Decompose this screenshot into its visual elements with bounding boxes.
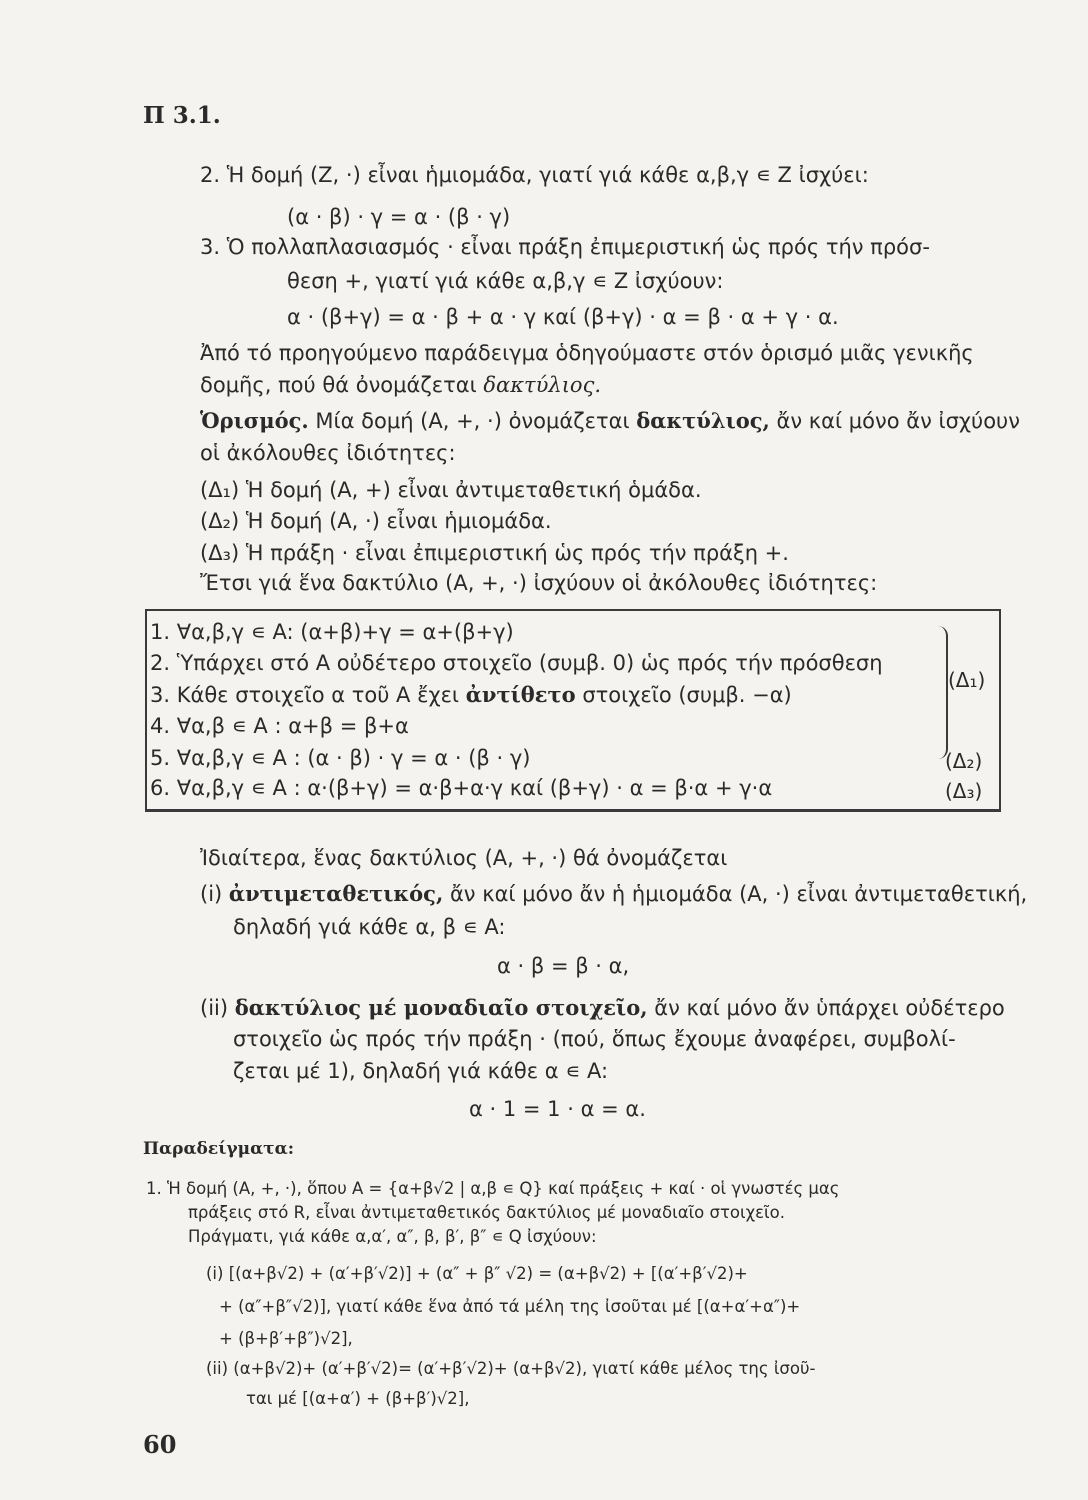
ring-term: δακτύλιος. xyxy=(483,373,602,397)
item-3-line-1: 3. Ὁ πολλαπλασιασμός · εἶναι πράξη ἐπιμεριστική ὡς πρός τήν πρόσ- xyxy=(200,235,930,259)
examples-heading: Παραδείγματα: xyxy=(143,1139,294,1159)
example-1-i-line-3: + (β+β′+β″)√2], xyxy=(219,1329,353,1348)
label-d3: (Δ₃) xyxy=(945,779,983,803)
special-ii-line-3: ζεται μέ 1), δηλαδή γιά κάθε α ∊ A: xyxy=(233,1059,609,1083)
special-ii-label: (ii) xyxy=(200,996,235,1020)
item-3-line-2: θεση +, γιατί γιά κάθε α,β,γ ∊ Z ἰσχύουν: xyxy=(287,269,724,293)
example-1-ii-line-2: ται μέ [(α+α′) + (β+β′)√2], xyxy=(246,1389,470,1408)
page-number: 60 xyxy=(143,1430,177,1459)
property-row-3-term: ἀντίθετο xyxy=(465,682,576,707)
special-i-label: (i) xyxy=(200,882,229,906)
special-intro: Ἰδιαίτερα, ἕνας δακτύλιος (A, +, ·) θά ὀνομάζεται xyxy=(200,846,728,870)
section-header: Π 3.1. xyxy=(143,102,221,129)
property-row-6: 6. ∀α,β,γ ∊ A : α·(β+γ) = α·β+α·γ καί (β+γ) · α = β·α + γ·α xyxy=(150,776,773,800)
special-i-line-1 xyxy=(200,881,1027,907)
property-row-4: 4. ∀α,β ∊ A : α+β = β+α xyxy=(150,714,409,738)
axiom-d3: (Δ₃) Ἡ πράξη · εἶναι ἐπιμεριστική ὡς πρός τήν πράξη +. xyxy=(200,541,789,565)
item-2-line-1: 2. Ἡ δομή (Z, ·) εἶναι ἡμιομάδα, γιατί γιά κάθε α,β,γ ∊ Z ἰσχύει: xyxy=(200,163,869,187)
definition-text-b: ἄν καί μόνο ἄν ἰσχύουν xyxy=(769,409,1020,433)
definition-term: δακτύλιος, xyxy=(636,408,770,433)
property-row-1: 1. ∀α,β,γ ∊ A: (α+β)+γ = α+(β+γ) xyxy=(150,620,514,644)
property-row-3-text: 3. Κάθε στοιχεῖο α τοῦ A ἔχει xyxy=(150,683,466,707)
item-3-formula: α · (β+γ) = α · β + α · γ καί (β+γ) · α = β · α + γ · α. xyxy=(287,305,839,329)
lead-line-1: Ἀπό τό προηγούμενο παράδειγμα ὁδηγούμαστε στόν ὁρισμό μιᾶς γενικῆς xyxy=(200,341,974,365)
example-1-line-2: πράξεις στό R, εἶναι ἀντιμεταθετικός δακτύλιος μέ μοναδιαῖο στοιχεῖο. xyxy=(188,1203,785,1222)
definition-line-2: οἱ ἀκόλουθες ἰδιότητες: xyxy=(200,441,456,465)
special-ii-text: ἄν καί μόνο ἄν ὑπάρχει οὐδέτερο xyxy=(647,996,1005,1020)
label-d1: (Δ₁) xyxy=(948,668,986,692)
property-row-5: 5. ∀α,β,γ ∊ A : (α · β) · γ = α · (β · γ) xyxy=(150,746,531,770)
label-d2: (Δ₂) xyxy=(945,749,983,773)
special-i-line-2: δηλαδή γιά κάθε α, β ∊ A: xyxy=(233,915,506,939)
commutative-formula: α · β = β · α, xyxy=(497,954,630,978)
item-2-formula: (α · β) · γ = α · (β · γ) xyxy=(287,205,511,229)
example-1-line-3: Πράγματι, γιά κάθε α,α′, α″, β, β′, β″ ∊ Q ἰσχύουν: xyxy=(188,1227,597,1246)
example-1-ii-line-1: (ii) (α+β√2)+ (α′+β′√2)= (α′+β′√2)+ (α+β√2), γιατί κάθε μέλος της ἰσοῦ- xyxy=(206,1359,816,1378)
special-i-text: ἄν καί μόνο ἄν ἡ ἡμιομάδα (A, ·) εἶναι ἀντιμεταθετική, xyxy=(443,882,1028,906)
property-row-3-end: στοιχεῖο (συμβ. −α) xyxy=(575,683,792,707)
unital-formula: α · 1 = 1 · α = α. xyxy=(469,1097,646,1121)
property-row-2: 2. Ὑπάρχει στό A οὐδέτερο στοιχεῖο (συμβ. 0) ὡς πρός τήν πρόσθεση xyxy=(150,651,883,675)
lead-text: δομῆς, πού θά ὀνομάζεται xyxy=(200,373,484,397)
example-1-line-1: 1. Ἡ δομή (A, +, ·), ὅπου A = {α+β√2 | α,β ∊ Q} καί πράξεις + καί · οἱ γνωστές μας xyxy=(146,1179,840,1198)
axiom-d1: (Δ₁) Ἡ δομή (A, +) εἶναι ἀντιμεταθετική ὁμάδα. xyxy=(200,478,702,502)
unital-term: δακτύλιος μέ μοναδιαῖο στοιχεῖο, xyxy=(234,995,648,1020)
commutative-term: ἀντιμεταθετικός, xyxy=(228,881,444,906)
property-row-3 xyxy=(150,682,792,708)
definition-line-1 xyxy=(200,408,1020,434)
definition-text-a: Μία δομή (A, +, ·) ὀνομάζεται xyxy=(308,409,637,433)
axiom-d2: (Δ₂) Ἡ δομή (A, ·) εἶναι ἡμιομάδα. xyxy=(200,509,552,533)
special-ii-line-2: στοιχεῖο ὡς πρός τήν πράξη · (πού, ὅπως ἔχουμε ἀναφέρει, συμβολί- xyxy=(233,1027,956,1051)
example-1-i-line-2: + (α″+β″√2)], γιατί κάθε ἕνα ἀπό τά μέλη της ἰσοῦται μέ [(α+α′+α″)+ xyxy=(219,1297,801,1316)
definition-label: Ὁρισμός. xyxy=(200,408,309,433)
brace-d1 xyxy=(938,626,948,759)
properties-summary: Ἔτσι γιά ἕνα δακτύλιο (A, +, ·) ἰσχύουν οἱ ἀκόλουθες ἰδιότητες: xyxy=(200,571,878,595)
lead-line-2 xyxy=(200,372,601,398)
example-1-i-line-1: (i) [(α+β√2) + (α′+β′√2)] + (α″ + β″ √2) = (α+β√2) + [(α′+β′√2)+ xyxy=(206,1264,748,1283)
special-ii-line-1 xyxy=(200,995,1005,1021)
